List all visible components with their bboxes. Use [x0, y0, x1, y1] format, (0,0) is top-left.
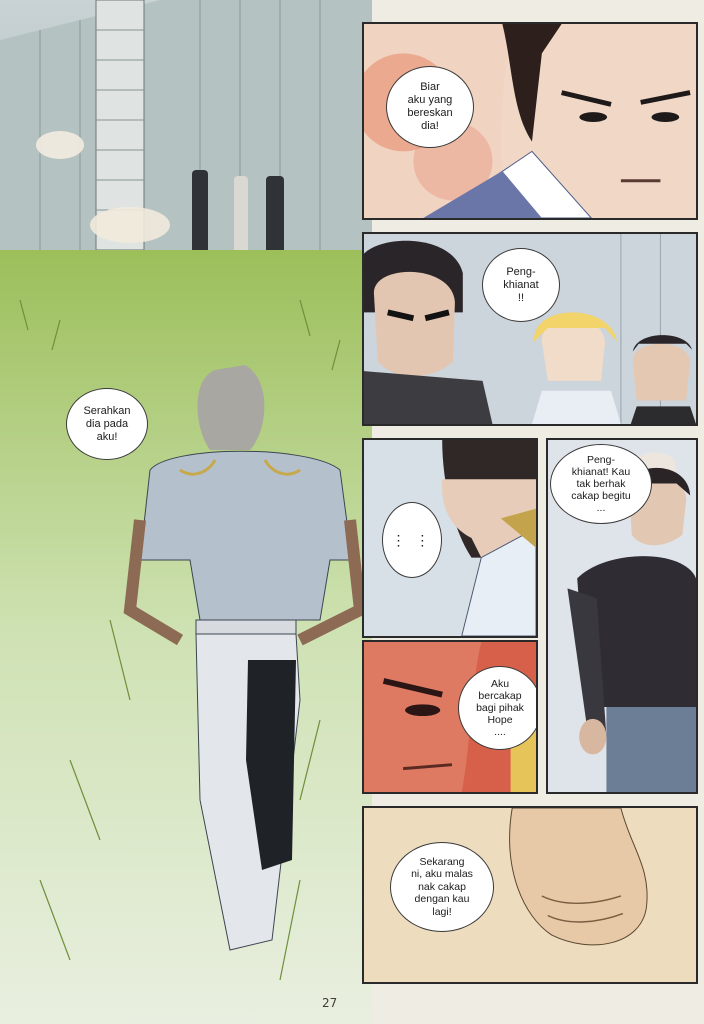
panel-silent-profile	[362, 438, 538, 638]
panel-angry-closeup	[362, 22, 698, 220]
panel-traitor-shout	[362, 232, 698, 426]
speech-bubble-silence: ⋮ ⋮	[382, 502, 442, 578]
speech-bubble-no-right: Peng- khianat! Kau tak berhak cakap begitu ...	[550, 444, 652, 524]
speech-bubble-for-hope: Aku bercakap bagi pihak Hope ....	[458, 666, 538, 750]
panel-fist	[362, 806, 698, 984]
speech-bubble-traitor: Peng- khianat !!	[482, 248, 560, 322]
panel-speak-for-hope	[362, 640, 538, 794]
page-number: 27	[322, 996, 338, 1010]
speech-bubble-dont-want-talk: Sekarang ni, aku malas nak cakap dengan kau lagi!	[390, 842, 494, 932]
speech-bubble-let-me: Biar aku yang bereskan dia!	[386, 66, 474, 148]
panel-traitor-no-right	[546, 438, 698, 794]
speech-bubble-surrender: Serahkan dia pada aku!	[66, 388, 148, 460]
